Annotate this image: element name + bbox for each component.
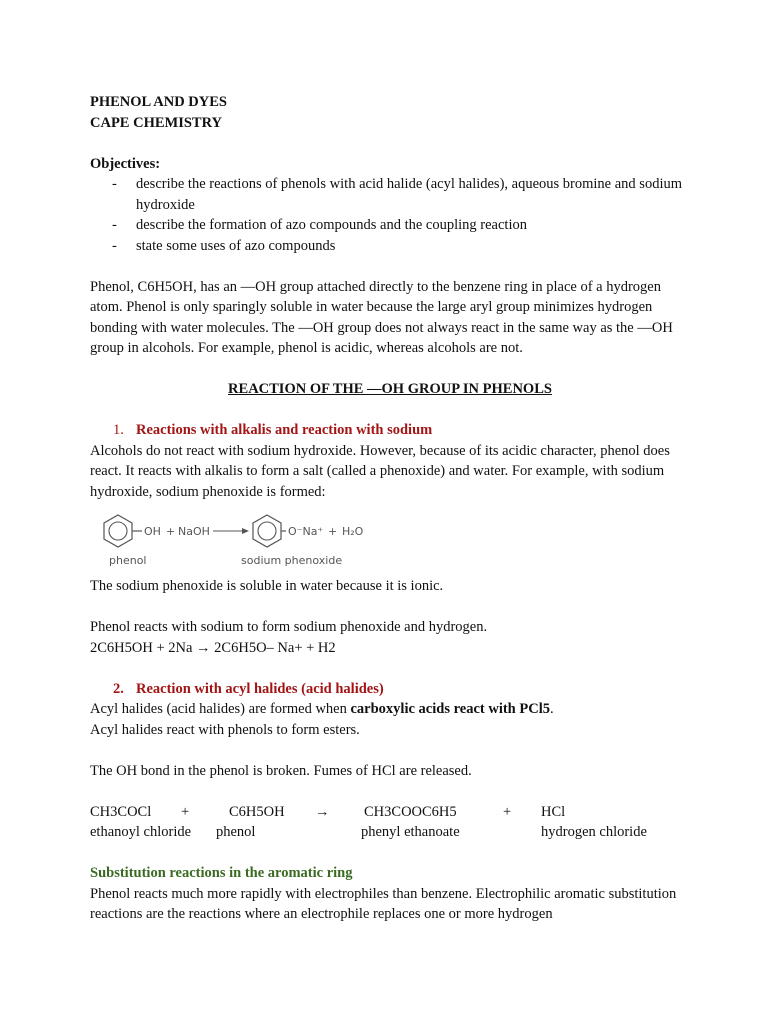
document-subtitle: CAPE CHEMISTRY bbox=[90, 114, 223, 131]
spacer bbox=[90, 256, 690, 277]
intro-paragraph: Phenol, C6H5OH, has an —OH group attached directly to the benzene ring in place of a hydrogen atom. Phenol is only sparingly soluble in water because the large aryl group minimizes hydrogen bonding with water molecules. The —OH group does not always react in the same way as the —OH group in alcohols. For example, phenol is acidic, whereas alcohols are not. bbox=[90, 278, 673, 356]
spacer bbox=[90, 359, 690, 380]
bullet-dash-icon: - bbox=[112, 176, 117, 192]
oh-bond-text: The OH bond in the phenol is broken. Fumes of HCl are released. bbox=[90, 762, 472, 779]
spacer bbox=[90, 133, 690, 154]
acyl-text-end: . bbox=[549, 701, 554, 717]
acyl-halide-formation bbox=[90, 699, 690, 720]
esterification-equation bbox=[90, 802, 690, 823]
reaction-scheme-svg bbox=[100, 506, 400, 568]
reactant-group: OH bbox=[144, 525, 161, 538]
spacer bbox=[90, 781, 690, 802]
objective-item bbox=[90, 236, 690, 257]
equation-plus: + bbox=[503, 803, 512, 820]
ionic-note: The sodium phenoxide is soluble in water because it is ionic. bbox=[90, 578, 444, 594]
spacer bbox=[90, 740, 690, 761]
objective-text: state some uses of azo compounds bbox=[136, 237, 336, 254]
section1-paragraph: Alcohols do not react with sodium hydroxide. However, because of its acidic character, phenol does react. It reacts with alkalis to form a salt (called a phenoxide) and water. For example, with sodium hydroxide, sodium phenoxide is formed: bbox=[90, 442, 670, 500]
esterification-names bbox=[90, 822, 690, 843]
phenol-label: phenol bbox=[109, 554, 147, 567]
bullet-dash-icon: - bbox=[112, 217, 117, 233]
sodium-reaction-text: Phenol reacts with sodium to form sodium phenoxide and hydrogen. bbox=[90, 619, 488, 635]
acyl-text-bold: carboxylic acids react with PCl5 bbox=[350, 701, 550, 717]
equation-reactant2: C6H5OH bbox=[229, 803, 285, 820]
plus-sign: + bbox=[328, 525, 338, 538]
phenol-naoh-reaction-scheme bbox=[90, 506, 690, 570]
acyl-text-start: Acyl halides (acid halides) are formed when bbox=[90, 701, 351, 717]
section1-heading-text: Reactions with alkalis and reaction with sodium bbox=[136, 422, 433, 438]
aromatic-circle-icon bbox=[258, 522, 276, 540]
name-product1: phenyl ethanoate bbox=[361, 824, 460, 840]
benzene-ring-icon bbox=[104, 515, 132, 547]
section1-heading bbox=[90, 420, 690, 441]
name-reactant1: ethanoyl chloride bbox=[90, 824, 192, 840]
acyl-halide-ester-text: Acyl halides react with phenols to form esters. bbox=[90, 721, 360, 738]
equation-product1: CH3COOC6H5 bbox=[364, 803, 457, 820]
equation-reactant1: CH3COCl bbox=[90, 803, 152, 820]
substitution-heading: Substitution reactions in the aromatic ring bbox=[90, 865, 353, 881]
reaction-arrowhead-icon bbox=[242, 528, 249, 534]
sodium-equation: 2C6H5OH + 2Na → 2C6H5O– Na+ + H2 bbox=[90, 639, 336, 656]
objective-text: describe the formation of azo compounds and the coupling reaction bbox=[136, 217, 527, 233]
product-group: O⁻Na⁺ bbox=[288, 525, 324, 538]
spacer bbox=[90, 658, 690, 679]
equation-plus: + bbox=[181, 803, 190, 820]
aromatic-circle-icon bbox=[109, 522, 127, 540]
equation-product2: HCl bbox=[541, 803, 566, 820]
spacer bbox=[90, 843, 690, 864]
substitution-paragraph: Phenol reacts much more rapidly with electrophiles than benzene. Electrophilic aromatic substitution reactions are the reactions where an electrophile replaces one or more hydrogen bbox=[90, 885, 677, 922]
spacer bbox=[90, 597, 690, 618]
document-content bbox=[90, 92, 690, 925]
objectives-heading: Objectives: bbox=[90, 155, 161, 172]
equation-arrow: → bbox=[315, 803, 330, 820]
benzene-ring-icon bbox=[253, 515, 281, 547]
reagent: NaOH bbox=[178, 525, 210, 538]
water-formula: H₂O bbox=[342, 525, 364, 538]
objective-item bbox=[90, 215, 690, 236]
bullet-dash-icon: - bbox=[112, 237, 117, 254]
document-title: PHENOL AND DYES bbox=[90, 94, 227, 110]
name-product2: hydrogen chloride bbox=[541, 824, 647, 840]
section2-heading-text: Reaction with acyl halides (acid halides) bbox=[136, 680, 384, 697]
section2-number: 2. bbox=[113, 680, 124, 697]
sodium-phenoxide-label: sodium phenoxide bbox=[241, 554, 343, 567]
objective-item bbox=[90, 174, 690, 215]
objectives-list bbox=[90, 174, 690, 256]
name-reactant2: phenol bbox=[216, 824, 256, 840]
section1-number: 1. bbox=[113, 422, 124, 438]
objective-text: describe the reactions of phenols with acid halide (acyl halides), aqueous bromine and sodium hydroxide bbox=[136, 176, 683, 213]
section2-heading bbox=[90, 679, 690, 700]
section-heading: REACTION OF THE —OH GROUP IN PHENOLS bbox=[228, 381, 552, 397]
plus-sign: + bbox=[166, 525, 176, 538]
spacer bbox=[90, 400, 690, 421]
